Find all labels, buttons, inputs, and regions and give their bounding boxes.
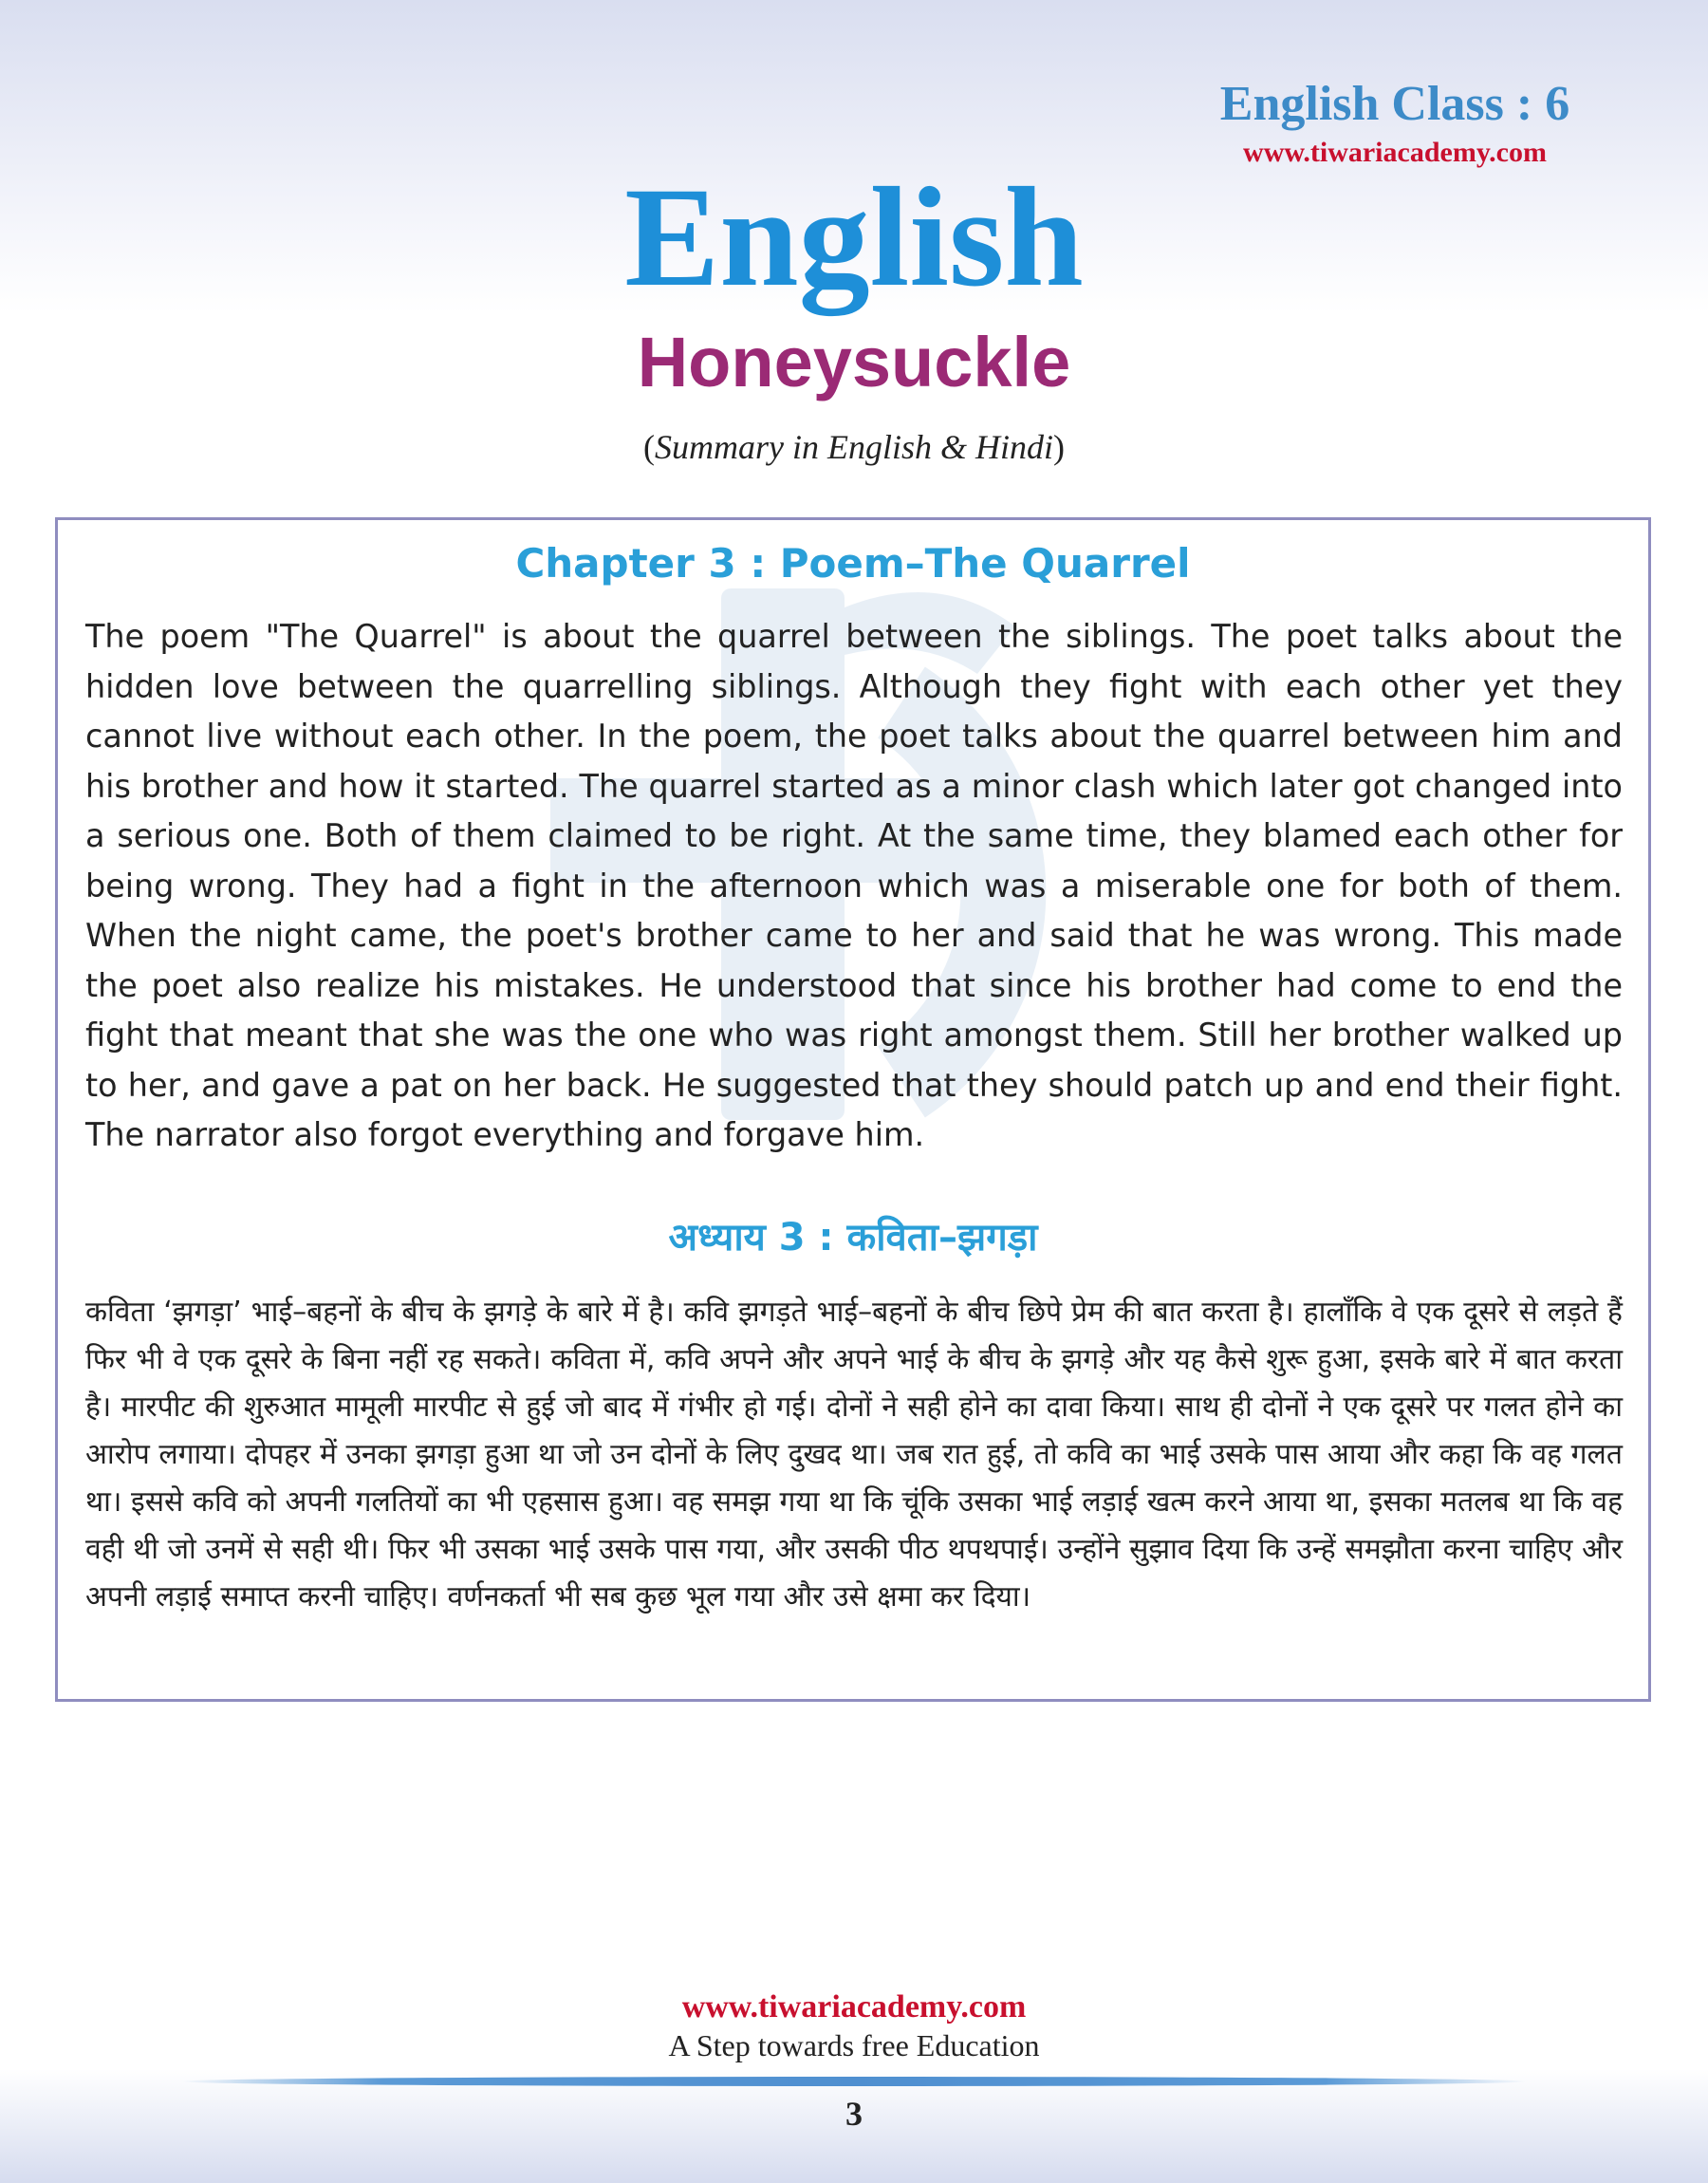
hindi-chapter-heading: अध्याय 3 : कविता–झगड़ा bbox=[668, 1216, 1038, 1259]
subject-title: English bbox=[624, 159, 1084, 316]
footer-tagline: A Step towards free Education bbox=[668, 2028, 1040, 2062]
summary-note bbox=[0, 425, 1708, 469]
class-label: English Class : 6 bbox=[1219, 77, 1570, 131]
chapter-heading: Chapter 3 : Poem–The Quarrel bbox=[515, 540, 1191, 587]
hindi-summary: कविता ‘झगड़ा’ भाई–बहनों के बीच के झगड़े के बारे में है। कवि झगड़ते भाई–बहनों के बीच छिपे प्रेम की बात करता है। हालाँकि वे एक दूसरे से लड़ते हैं फिर भी वे एक दूसरे के बिना नहीं रह सकते। कविता में, कवि अपने और अपने भाई के बीच के झगड़े और यह कैसे शुरू हुआ, इसके बारे में बात करता है। मारपीट की शुरुआत मामूली मारपीट से हुई जो बाद में गंभीर हो गई। दोनों ने सही होने का दावा किया। साथ ही दोनों ने एक दूसरे पर गलत होने का आरोप लगाया। दोपहर में उनका झगड़ा हुआ था जो उन दोनों के लिए दुखद था। जब रात हुई, तो कवि का भाई उसके पास आया और कहा कि वह गलत था। इससे कवि को अपनी गलतियों का भी एहसास हुआ। वह समझ गया था कि चूंकि उसका भाई लड़ाई खत्म करने आया था, इसका मतलब था कि वह वही थी जो उनमें से सही थी। फिर भी उसका भाई उसके पास गया, और उसकी पीठ थपथपाई। उन्होंने सुझाव दिया कि उन्हें समझौता करना चाहिए और अपनी लड़ाई समाप्त करनी चाहिए। वर्णनकर्ता भी सब कुछ भूल गया और उसे क्षमा कर दिया। bbox=[85, 1296, 1623, 1614]
header-website-link[interactable]: www.tiwariacademy.com bbox=[1243, 137, 1547, 168]
class-badge bbox=[1196, 76, 1594, 173]
note-open-paren: ( bbox=[643, 428, 655, 466]
footer-divider bbox=[180, 2077, 1528, 2086]
footer-website-link[interactable]: www.tiwariacademy.com bbox=[681, 1989, 1027, 2024]
note-text: Summary in English & Hindi bbox=[655, 428, 1053, 466]
note-close-paren: ) bbox=[1053, 428, 1065, 466]
english-summary: The poem "The Quarrel" is about the quarrel between the siblings. The poet talks about the hidden love between the quarrelling siblings. Although they fight with each other yet they cannot live without each other. In the poem, the poet talks about the quarrel between him and his brother and how it started. The quarrel started as a minor clash which later got changed into a serious one. Both of them claimed to be right. At the same time, they blamed each other for being wrong. They had a fight in the afternoon which was a miserable one for both of them. When the night came, the poet's brother came to her and said that he was wrong. This made the poet also realize his mistakes. He understood that since his brother had come to end the fight that meant that she was the one who was right amongst them. Still her brother walked up to her, and gave a pat on her back. He suggested that they should patch up and end their fight. The narrator also forgot everything and forgave him. bbox=[85, 618, 1623, 1153]
page-number: 3 bbox=[845, 2095, 863, 2133]
book-title: Honeysuckle bbox=[637, 323, 1071, 401]
